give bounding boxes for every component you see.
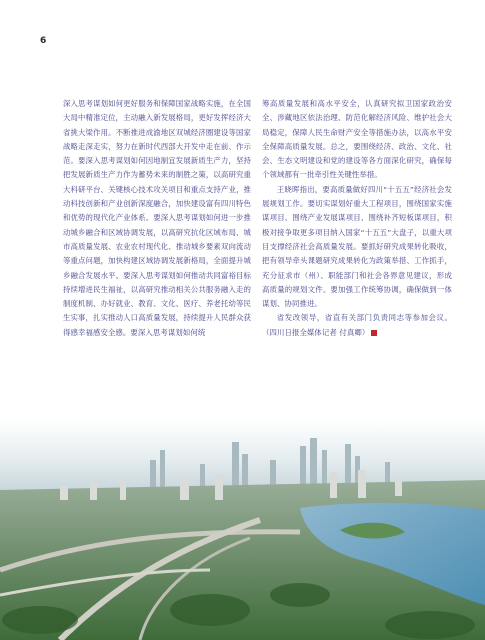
article-closing-paragraph [262, 311, 452, 340]
article-paragraph: 深入思考谋划如何更好服务和保障国家战略实施，在全国大局中精准定位，主动融入新发展格局，更好发挥经济大省挑大梁作用。不断推进成渝地区双城经济圈建设等国家战略走深走实，努力在新时代西部大开发中走在前、作示范。要深入思考谋划如何因地制宜发展新质生产力，坚持把发展新质生产力作为蓄势未来的制胜之策，以高研究重大科研平台、关键核心技术攻关项目和重点支持产业，推动科技创新和产业创新深度融合，加快建设富有四川特色和优势的现代化产业体系。要深入思考谋划如何进一步推动城乡融合和区域协调发展，以高研究抗化区域布局、城市高质量发展、农业农村现代化、推动城乡要素双向流动等重点问题，加快构建区域协调发展新格局，全面提升城乡融合发展水平。要深入思考谋划如何推动共同富裕目标持续增进民生福祉，以高研究推动相关公共服务融入走的制度机制、办好就业、教育、文化、医疗、养老托幼等民生实事，扎实推动人口高质量发展，持续提升人民群众获得感幸福感安全感。要深入思考谋划如何统 [63, 99, 251, 337]
article-end-mark-icon [371, 330, 377, 336]
closing-text: 省发改领导，省直有关部门负责同志等参加会议。（四川日报全媒体记者 付真卿） [262, 313, 452, 337]
article-left-column [63, 97, 251, 340]
page-number: 6 [40, 36, 47, 46]
article-paragraph: 筹高质量发展和高水平安全，认真研究拟卫国家政治安全、涉藏地区依法治理、防范化解经济风险、维护社会大局稳定，保障人民生命财产安全等措施办法，以高水平安全保障高质量发展。总之，要围绕经济、政治、文化、社会、生态文明建设和党的建设等各方面深化研究，确保每个领域都有一批牵引性关键性举措。 [262, 99, 452, 180]
city-aerial-photo [0, 420, 485, 640]
article-paragraph: 王晓晖指出，要高质量做好四川“十五五”经济社会发展规划工作。要切实谋划好重大工程项目，围绕国家实施谋项目、围绕产业发展谋项目、围绕补齐短板谋项目，积极对接争取更多项目纳入国家“十五五”大盘子，以重大项目支撑经济社会高质量发展。要抓好研究成果转化吸收，把有领导牵头课题研究成果转化为政策举措、工作抓手，充分征求市（州）、职能部门和社会各界意见建议，形成高质量的规划文件。要加强工作统筹协调，确保做到一体谋划、协同推进。 [262, 184, 452, 309]
article-right-column [262, 97, 452, 340]
